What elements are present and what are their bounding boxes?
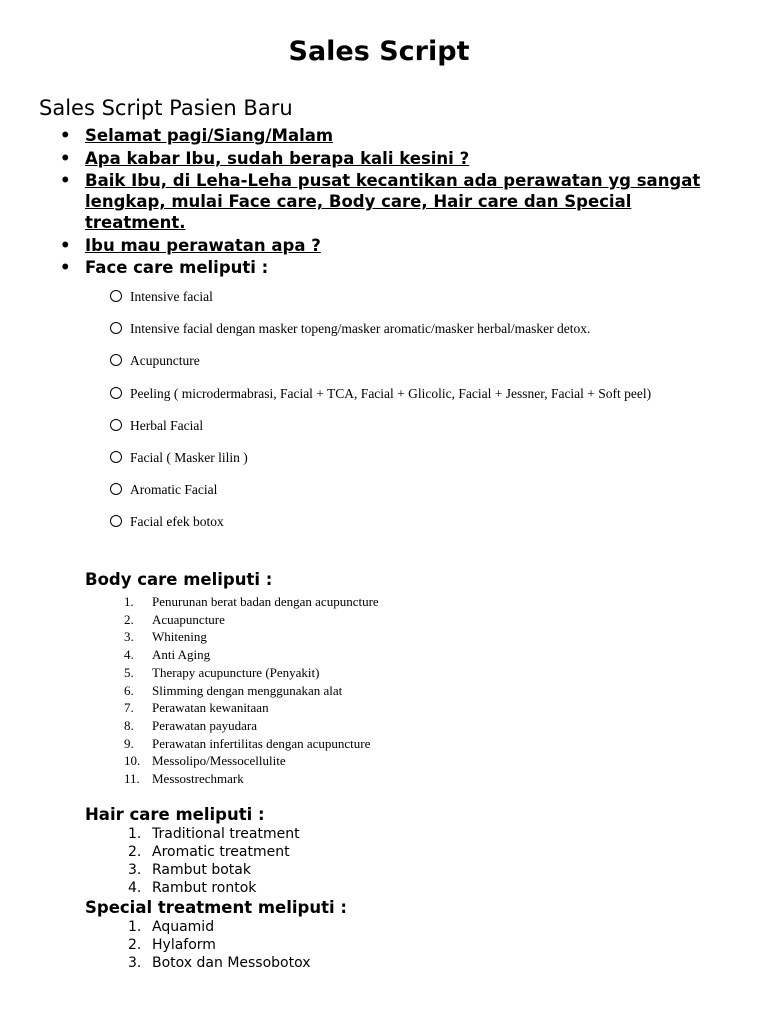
body-care-item-number: 2.	[124, 611, 134, 627]
intro-bullet	[60, 125, 720, 146]
intro-bullet	[60, 257, 720, 278]
body-care-item-text: Messostrechmark	[152, 771, 244, 787]
bullet-dot-icon: •	[60, 171, 71, 190]
face-care-item-text: Acupuncture	[130, 353, 200, 369]
body-care-item-text: Messolipo/Messocellulite	[152, 753, 286, 769]
hair-care-item	[128, 879, 300, 897]
face-care-item	[108, 288, 651, 320]
face-care-item	[108, 417, 651, 449]
body-care-item	[124, 646, 379, 664]
face-care-item	[108, 385, 651, 417]
hair-care-heading: Hair care meliputi :	[85, 805, 265, 824]
hair-care-item-number: 2.	[128, 844, 142, 860]
body-care-item-text: Perawatan kewanitaan	[152, 700, 269, 716]
body-care-item	[124, 664, 379, 682]
bullet-dot-icon: •	[60, 235, 71, 255]
body-care-item-number: 7.	[124, 700, 134, 716]
bullet-dot-icon: •	[60, 148, 71, 168]
body-care-item-number: 3.	[124, 629, 134, 645]
special-treatment-heading: Special treatment meliputi :	[85, 898, 347, 917]
body-care-item	[124, 752, 379, 770]
hair-care-item-text: Traditional treatment	[152, 826, 300, 842]
body-care-item	[124, 735, 379, 753]
body-care-item-number: 4.	[124, 647, 134, 663]
face-care-item	[108, 481, 651, 513]
intro-bullet	[60, 170, 720, 233]
body-care-item-number: 6.	[124, 682, 134, 698]
face-care-item-text: Intensive facial	[130, 289, 213, 304]
body-care-item	[124, 770, 379, 788]
special-treatment-item	[128, 954, 311, 972]
face-care-item	[108, 513, 651, 545]
face-care-item	[108, 320, 651, 352]
circle-bullet-icon	[110, 290, 122, 302]
special-treatment-item-text: Aquamid	[152, 919, 215, 935]
hair-care-item-number: 4.	[128, 880, 142, 896]
body-care-item-number: 8.	[124, 717, 134, 733]
circle-bullet-icon	[110, 483, 122, 495]
intro-bullet-list	[60, 125, 720, 280]
hair-care-item-text: Rambut rontok	[152, 880, 257, 896]
face-care-item-text: Herbal Facial	[130, 417, 204, 433]
hair-care-item-text: Aromatic treatment	[152, 844, 290, 860]
circle-bullet-icon	[110, 322, 122, 334]
body-care-item-text: Whitening	[152, 629, 207, 645]
special-treatment-item	[128, 936, 311, 954]
special-treatment-item-text: Botox dan Messobotox	[152, 955, 311, 971]
intro-bullet-text: Apa kabar Ibu, sudah berapa kali kesini ?	[85, 148, 470, 168]
intro-bullet-text: Selamat pagi/Siang/Malam	[85, 126, 334, 145]
body-care-item	[124, 628, 379, 646]
body-care-item	[124, 699, 379, 717]
bullet-dot-icon: •	[60, 258, 71, 277]
hair-care-item-number: 1.	[128, 826, 142, 842]
face-care-list	[108, 288, 651, 546]
intro-bullet-text: Face care meliputi :	[85, 258, 269, 277]
body-care-item-number: 9.	[124, 735, 134, 751]
special-treatment-item-number: 3.	[128, 955, 142, 971]
body-care-item-number: 11.	[124, 771, 140, 787]
body-care-item-number: 10.	[124, 753, 141, 769]
face-care-item-text: Aromatic Facial	[130, 482, 218, 498]
body-care-item-text: Therapy acupuncture (Penyakit)	[152, 664, 320, 680]
special-treatment-list	[128, 918, 311, 972]
hair-care-item	[128, 825, 300, 843]
circle-bullet-icon	[110, 387, 122, 399]
hair-care-item	[128, 843, 300, 861]
body-care-item-number: 5.	[124, 664, 134, 680]
special-treatment-item-number: 2.	[128, 937, 142, 953]
body-care-item-text: Perawatan infertilitas dengan acupuncture	[152, 735, 371, 751]
face-care-item-text: Intensive facial dengan masker topeng/masker aromatic/masker herbal/masker detox.	[130, 321, 591, 337]
section-subtitle: Sales Script Pasien Baru	[39, 96, 293, 120]
body-care-item-number: 1.	[124, 594, 134, 609]
circle-bullet-icon	[110, 451, 122, 463]
special-treatment-item-number: 1.	[128, 919, 142, 935]
circle-bullet-icon	[110, 419, 122, 431]
intro-bullet	[60, 148, 720, 169]
body-care-list	[124, 593, 379, 788]
intro-bullet	[60, 235, 720, 256]
face-care-item	[108, 352, 651, 384]
circle-bullet-icon	[110, 515, 122, 527]
body-care-item	[124, 717, 379, 735]
body-care-item	[124, 593, 379, 611]
special-treatment-item-text: Hylaform	[152, 937, 216, 953]
body-care-item	[124, 682, 379, 700]
hair-care-list	[128, 825, 300, 897]
face-care-item-text: Peeling ( microdermabrasi, Facial + TCA, Facial + Glicolic, Facial + Jessner, Facial + Soft peel)	[130, 385, 652, 401]
body-care-item-text: Penurunan berat badan dengan acupuncture	[152, 594, 379, 609]
face-care-item-text: Facial efek botox	[130, 514, 224, 530]
body-care-item	[124, 611, 379, 629]
intro-bullet-text: Ibu mau perawatan apa ?	[85, 235, 321, 255]
face-care-item-text: Facial ( Masker lilin )	[130, 449, 248, 465]
body-care-item-text: Anti Aging	[152, 647, 211, 663]
intro-bullet-text: Baik Ibu, di Leha-Leha pusat kecantikan ada perawatan yg sangat lengkap, mulai Face care, Body care, Hair care dan Special treatment.	[85, 171, 701, 232]
body-care-item-text: Perawatan payudara	[152, 717, 258, 733]
bullet-dot-icon: •	[60, 126, 71, 145]
body-care-item-text: Acuapuncture	[152, 611, 225, 627]
hair-care-item-text: Rambut botak	[152, 862, 251, 878]
body-care-item-text: Slimming dengan menggunakan alat	[152, 682, 343, 698]
special-treatment-item	[128, 918, 311, 936]
body-care-heading: Body care meliputi :	[85, 570, 273, 589]
hair-care-item	[128, 861, 300, 879]
circle-bullet-icon	[110, 354, 122, 366]
page-title: Sales Script	[288, 36, 470, 67]
face-care-item	[108, 449, 651, 481]
hair-care-item-number: 3.	[128, 862, 142, 878]
